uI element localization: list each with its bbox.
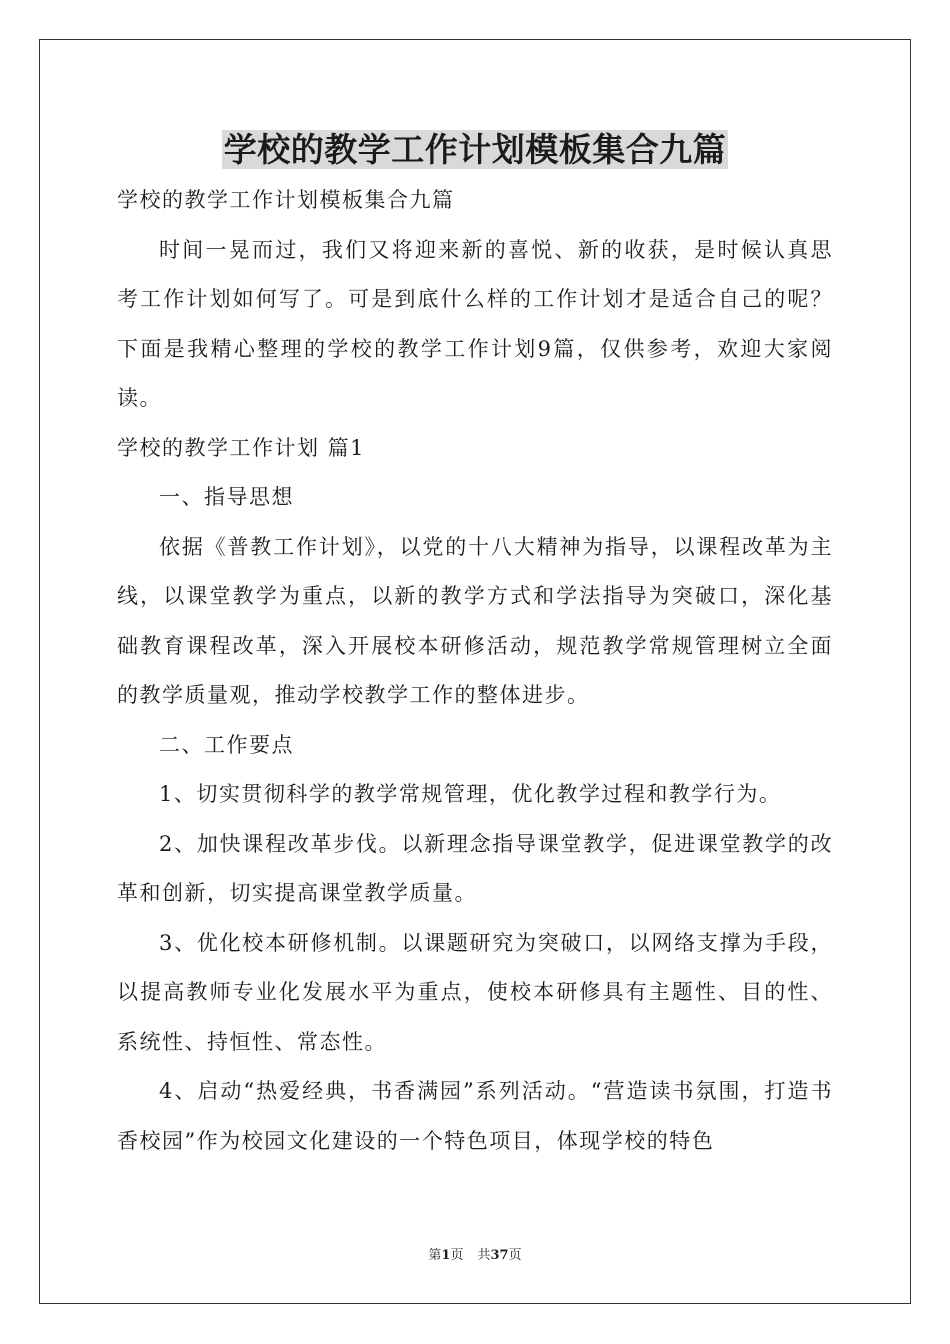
document-title-text: 学校的教学工作计划模板集合九篇 — [223, 130, 727, 169]
body-paragraph: 依据《普教工作计划》，以党的十八大精神为指导，以课程改革为主线，以课堂教学为重点，以新的教学方式和学法指导为突破口，深化基础教育课程改革，深入开展校本研修活动，规范教学常规管理树立全面的教学质量观，推动学校教学工作的整体进步。 — [117, 534, 833, 707]
page-prefix: 第 — [428, 1248, 442, 1263]
page-number: 1 — [441, 1248, 451, 1263]
total-suffix: 页 — [508, 1248, 522, 1263]
total-prefix: 共 — [477, 1248, 491, 1263]
document-title — [0, 128, 950, 172]
page-suffix: 页 — [450, 1248, 464, 1263]
body-paragraph: 时间一晃而过，我们又将迎来新的喜悦、新的收获，是时候认真思考工作计划如何写了。可是到底什么样的工作计划才是适合自己的呢？下面是我精心整理的学校的教学工作计划9篇，仅供参考，欢迎大家阅读。 — [117, 237, 833, 410]
body-paragraph: 1、切实贯彻科学的教学常规管理，优化教学过程和教学行为。 — [159, 782, 782, 806]
body-paragraph: 2、加快课程改革步伐。以新理念指导课堂教学，促进课堂教学的改革和创新，切实提高课堂教学质量。 — [117, 831, 833, 905]
body-paragraph: 二、工作要点 — [159, 732, 294, 757]
body-paragraph: 4、启动“热爱经典，书香满园”系列活动。“营造读书氛围，打造书香校园”作为校园文化建设的一个特色项目，体现学校的特色 — [117, 1079, 833, 1153]
body-paragraph: 学校的教学工作计划模板集合九篇 — [117, 188, 455, 212]
body-paragraph: 一、指导思想 — [159, 485, 294, 509]
total-pages: 37 — [490, 1248, 509, 1263]
page-footer — [0, 1247, 950, 1265]
document-body — [117, 176, 833, 1166]
body-paragraph: 3、优化校本研修机制。以课题研究为突破口，以网络支撑为手段，以提高教师专业化发展水平为重点，使校本研修具有主题性、目的性、系统性、持恒性、常态性。 — [117, 930, 833, 1054]
body-paragraph: 学校的教学工作计划 篇1 — [117, 435, 366, 460]
